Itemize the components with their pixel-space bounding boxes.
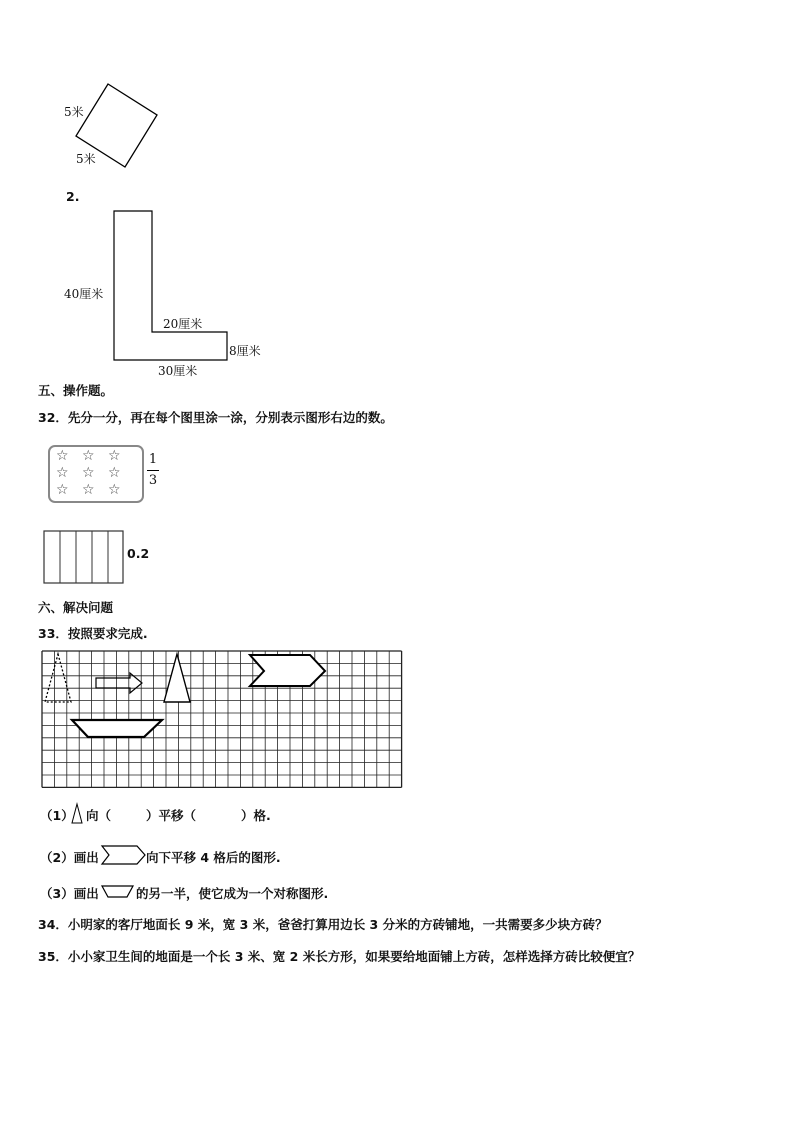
square-side-label-bottom: 5米 — [76, 152, 96, 166]
star-icon: ☆ — [108, 465, 121, 481]
question-2-number: 2. — [66, 189, 80, 204]
q33-sub3-number: （3）画出 — [40, 886, 99, 901]
l-shape-left-label: 40厘米 — [64, 287, 104, 301]
q33-sub1-part-c: ）格. — [241, 808, 271, 823]
fraction-denominator: 3 — [148, 473, 158, 488]
star-icon: ☆ — [56, 482, 69, 498]
l-shape-inner-label: 20厘米 — [163, 317, 203, 331]
decimal-label: 0.2 — [127, 546, 150, 561]
star-icon: ☆ — [82, 448, 95, 464]
l-shape-bottom-label: 30厘米 — [158, 364, 198, 378]
q33-sub2-number: （2）画出 — [40, 850, 99, 865]
fraction-numerator: 1 — [148, 452, 158, 467]
l-shape-right-label: 8厘米 — [229, 344, 261, 358]
question-34-text: 34．小明家的客厅地面长 9 米，宽 3 米，爸爸打算用边长 3 分米的方砖铺地，一共需要多少块方砖？ — [38, 917, 608, 932]
question-32-text: 32．先分一分，再在每个图里涂一涂，分别表示图形右边的数。 — [38, 410, 393, 425]
q33-sub1-part-b: ）平移（ — [146, 808, 197, 823]
q33-sub1-part-a: 向（ — [86, 808, 112, 823]
star-icon: ☆ — [108, 448, 121, 464]
square-side-label-top: 5米 — [64, 105, 84, 119]
star-icon: ☆ — [82, 482, 95, 498]
star-icon: ☆ — [82, 465, 95, 481]
small-chevron-icon — [101, 845, 151, 867]
star-icon: ☆ — [108, 482, 121, 498]
q33-sub1-number: （1） — [40, 808, 74, 823]
q33-sub2-rest: 向下平移 4 格后的图形. — [146, 850, 281, 865]
question-33-text: 33．按照要求完成. — [38, 626, 148, 641]
section-5-title: 五、操作题。 — [38, 383, 114, 398]
trapezoid-half — [72, 720, 162, 737]
solid-triangle — [164, 654, 190, 702]
star-icon: ☆ — [56, 448, 69, 464]
chevron-banner — [250, 655, 325, 686]
star-icon: ☆ — [56, 465, 69, 481]
q33-sub3-rest: 的另一半，使它成为一个对称图形. — [136, 886, 329, 901]
question-35-text: 35．小小家卫生间的地面是一个长 3 米、宽 2 米长方形，如果要给地面铺上方砖，怎样选择方砖比较便宜？ — [38, 949, 641, 964]
small-trapezoid-icon — [101, 884, 137, 904]
section-6-title: 六、解决问题 — [38, 600, 114, 615]
